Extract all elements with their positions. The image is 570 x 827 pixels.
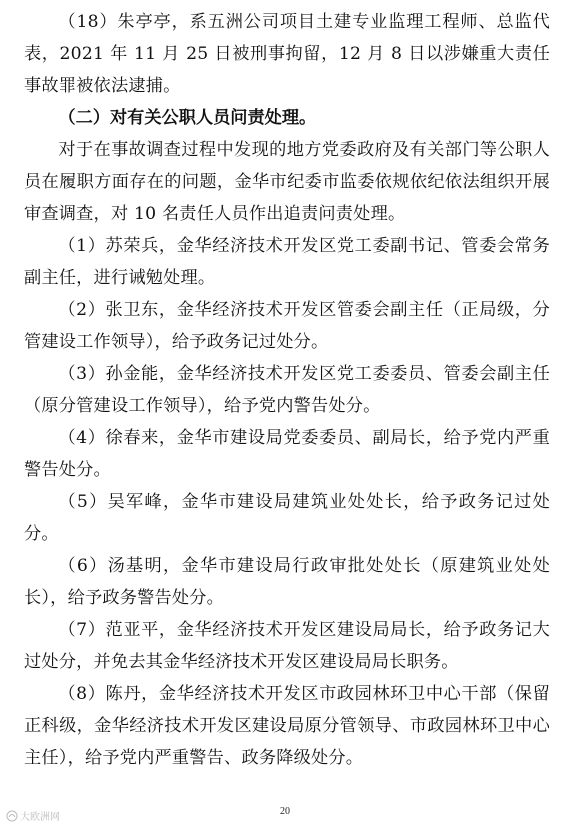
paragraph-item-1: （1）苏荣兵，金华经济技术开发区党工委副书记、管委会常务副主任，进行诫勉处理。 xyxy=(24,236,550,288)
paragraph-item-2: （2）张卫东，金华经济技术开发区管委会副主任（正局级，分管建设工作领导），给予政务记过处分。 xyxy=(24,300,550,352)
paragraph-intro: 对于在事故调查过程中发现的地方党委政府及有关部门等公职人员在履职方面存在的问题，金华市纪委市监委依规依纪依法组织开展审查调查，对 10 名责任人员作出追责问责处理。 xyxy=(24,140,550,224)
paragraph-item-8: （8）陈丹，金华经济技术开发区市政园林环卫中心干部（保留正科级，金华经济技术开发区建设局原分管领导、市政园林环卫中心主任），给予党内严重警告、政务降级处分。 xyxy=(24,684,550,768)
watermark-text: 大欧洲网 xyxy=(20,812,60,823)
paragraph-item-5: （5）吴军峰，金华市建设局建筑业处处长，给予政务记过处分。 xyxy=(24,492,550,544)
section-heading: （二）对有关公职人员问责处理。 xyxy=(58,108,317,128)
paragraph-item-3: （3）孙金能，金华经济技术开发区党工委委员、管委会副主任（原分管建设工作领导），给予党内警告处分。 xyxy=(24,364,550,416)
paragraph-item-7: （7）范亚平，金华经济技术开发区建设局局长，给予政务记大过处分，并免去其金华经济技术开发区建设局局长职务。 xyxy=(24,620,550,672)
page-number: 20 xyxy=(280,806,290,817)
paragraph-item-4: （4）徐春来，金华市建设局党委委员、副局长，给予党内严重警告处分。 xyxy=(24,428,550,480)
paragraph-18: （18）朱亭亭，系五洲公司项目土建专业监理工程师、总监代表，2021 年 11 月 25 日被刑事拘留，12 月 8 日以涉嫌重大责任事故罪被依法逮捕。 xyxy=(24,12,550,96)
paragraph-item-6: （6）汤基明，金华市建设局行政审批处处长（原建筑业处处长），给予政务警告处分。 xyxy=(24,556,550,608)
